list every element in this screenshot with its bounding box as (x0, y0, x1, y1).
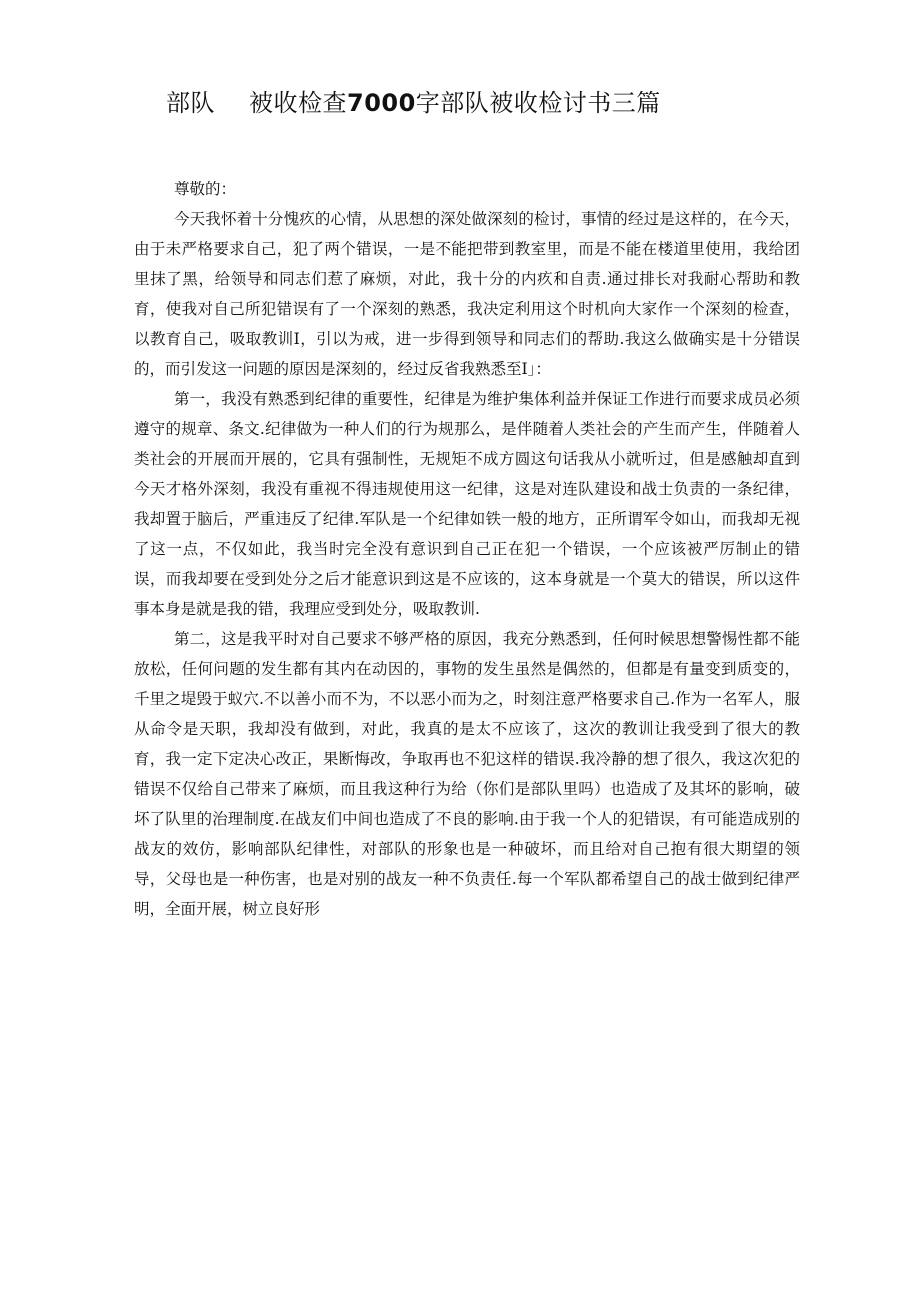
paragraph-second-point: 第二，这是我平时对自己要求不够严格的原因，我充分熟悉到，任何时候思想警惕性都不能放松，任何问题的发生都有其内在动因的，事物的发生虽然是偶然的，但都是有量变到质变的，千里之堤毁于蚁穴.不以善小而不为，不以恶小而为之，时刻注意严格要求自己.作为一名军人，服从命令是天职，我却没有做到，对此，我真的是太不应该了，这次的教训让我受到了很大的教育，我一定下定决心改正，果断悔改，争取再也不犯这样的错误.我冷静的想了很久，我这次犯的错误不仅给自己带来了麻烦，而且我这种行为给（你们是部队里吗）也造成了及其坏的影响，破坏了队里的治理制度.在战友们中间也造成了不良的影响.由于我一个人的犯错误，有可能造成别的战友的效仿，影响部队纪律性，对部队的形象也是一种破坏，而且给对自己抱有很大期望的领导，父母也是一种伤害，也是对别的战友一种不负责任.每一个军队都希望自己的战士做到纪律严明，全面开展，树立良好形 (134, 630, 800, 918)
salutation: 尊敬的： (174, 180, 237, 198)
paragraph-first-point: 第一，我没有熟悉到纪律的重要性，纪律是为维护集体利益并保证工作进行而要求成员必须遵守的规章、条文.纪律做为一种人们的行为规那么，是伴随着人类社会的产生而产生，伴随着人类社会的开展而开展的，它具有强制性，无规矩不成方圆这句话我从小就听过，但是感触却直到今天才格外深刻，我没有重视不得违规使用这一纪律，这是对连队建设和战士负责的一条纪律，我却置于脑后，严重违反了纪律.军队是一个纪律如铁一般的地方，正所谓军令如山，而我却无视了这一点，不仅如此，我当时完全没有意识到自己正在犯一个错误，一个应该被严厉制止的错误，而我却要在受到处分之后才能意识到这是不应该的，这本身就是一个莫大的错误，所以这件事本身是就是我的错，我理应受到处分，吸取教训. (134, 390, 800, 618)
title-part-3: 字部队被收检讨书三篇 (415, 89, 661, 117)
title-number: 7000 (347, 89, 416, 117)
document-title (166, 86, 661, 120)
paragraph-intro: 今天我怀着十分愧疚的心情，从思想的深处做深刻的检讨，事情的经过是这样的，在今天，由于未严格要求自己，犯了两个错误，一是不能把带到教室里，而是不能在楼道里使用，我给团里抹了黑，给领导和同志们惹了麻烦，对此，我十分的内疚和自责.通过排长对我耐心帮助和教育，使我对自己所犯错误有了一个深刻的熟悉，我决定利用这个时机向大家作一个深刻的检查，以教育自己，吸取教训I，引以为戒，进一步得到领导和同志们的帮助.我这么做确实是十分错误的，而引发这一问题的原因是深刻的，经过反省我熟悉至I」： (134, 210, 800, 378)
title-part-2: 被收检查 (249, 89, 347, 117)
title-part-1: 部队 (166, 89, 215, 117)
document-body (134, 174, 800, 924)
